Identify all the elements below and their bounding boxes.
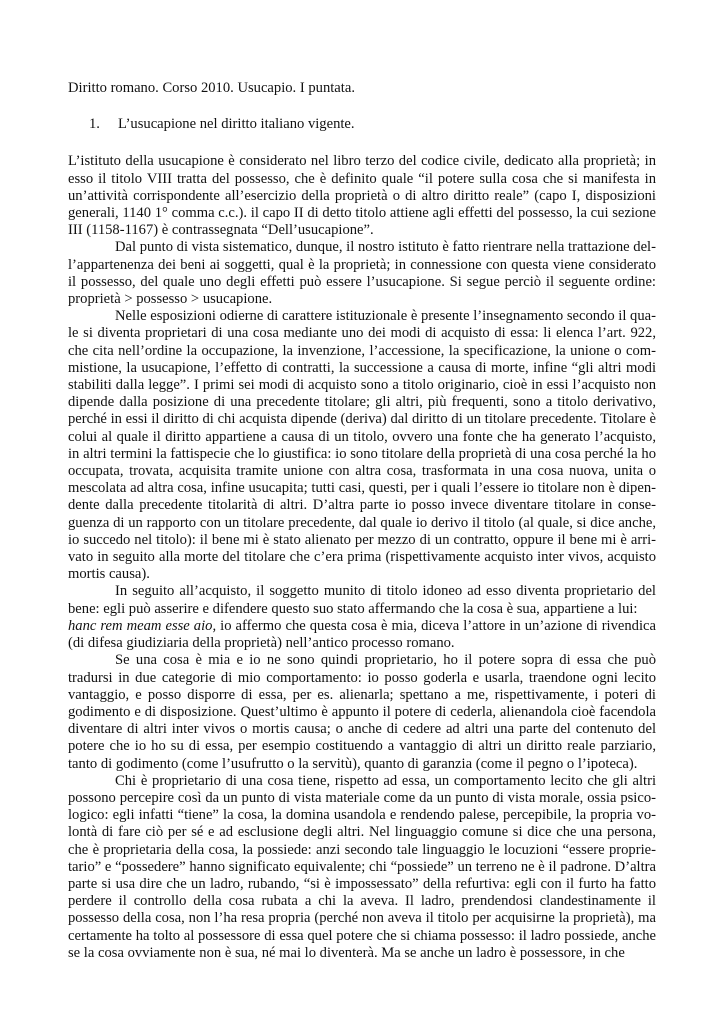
paragraph-3: Nelle esposizioni odierne di carattere istituzionale è presente l’insegnamento secondo il quale si diventa proprietari di una cosa mediante uno dei modi di acquisto di essa: li elenca l’art. 922, che cita nell’ordine la occupazione, la invenzione, l’accessione, la specificazione, la unione o commistione, la usucapione, l’effetto di contratti, la successione a causa di morte, infine “gli altri modi stabiliti dalla legge”. I primi sei modi di acquisto sono a titolo originario, cioè in essi l’acquisto non dipende dalla posizione di una precedente titolare; gli altri, più frequenti, sono a titolo derivativo, perché in essi il diritto di chi acquista dipende (deriva) dal diritto di un titolare precedente. Titolare è colui al quale il diritto appartiene a causa di un titolo, ovvero una fonte che ha generato l’acquisto, in altri termini la fattispecie che lo giustifica: io sono titolare della proprietà di una cosa perché la ho occupata, trovata, acquisita tramite unione con altra cosa, trasformata in una cosa nuova, unita o mescolata ad altra cosa, infine usucapita; tutti casi, questi, per i quali l’essere io titolare non è dipendente dalla precedente titolarità di altri. D’altra parte io posso invece diventare titolare in conseguenza di un rapporto con un titolare precedente, dal quale io derivo il titolo (al quale, si dice anche, io succedo nel titolo): il bene mi è stato alienato per mezzo di un contratto, oppure il bene mi è arrivato in seguito alla morte del titolare che c’era prima (rispettivamente acquisto inter vivos, acquisto mortis causa). <box>68 308 657 583</box>
section-number: 1. <box>89 116 100 133</box>
paragraph-4 <box>68 583 656 652</box>
section-heading <box>68 116 656 133</box>
document-page <box>68 80 656 962</box>
paragraph-6: Chi è proprietario di una cosa tiene, rispetto ad essa, un comportamento lecito che gli altri possono percepire così da un punto di vista materiale come da un punto di vista morale, ossia psicologico: egli infatti “tiene” la cosa, la domina usandola e rendendo palese, percepibile, la propria volontà di fare ciò per sé e ad esclusione degli altri. Nel linguaggio comune si dice che una persona, che è proprietaria della cosa, la possiede: anzi secondo tale linguaggio le locuzioni “essere proprietario” e “possedere” hanno significato equivalente; chi “possiede” un terreno ne è il padrone. D’altra parte si usa dire che un ladro, rubando, “si è impossessato” della refurtiva: egli con il furto ha fatto perdere il controllo della cosa rubata a chi la aveva. Il ladro, prendendosi clandestinamente il possesso della cosa, non l’ha resa propria (perché non aveva il titolo per acquisirne la proprietà), ma certamente ha tolto al possessore di essa quel potere che si chiama possesso: il ladro possiede, anche se la cosa ovviamente non è sua, né mai lo diventerà. Ma se anche un ladro è possessore, in che <box>68 772 656 961</box>
latin-phrase: hanc rem meam esse aio, <box>68 617 217 634</box>
paragraph-1: L’istituto della usucapione è considerato nel libro terzo del codice civile, dedicato alla proprietà; in esso il titolo VIII tratta del possesso, che è definito quale “il potere sulla cosa che si manifesta in un’attività corrispondente all’esercizio della proprietà o di altro diritto reale” (capo I, disposizioni generali, 1140 1° comma c.c.). il capo II di detto titolo attiene agli effetti del possesso, la cui sezione III (1158-1167) è contrassegnata “Dell’usucapione”. <box>68 153 656 239</box>
paragraph-4-rest: io affermo che questa cosa è mia, diceva l’attore in un’azione di rivendica (di difesa giudiziaria della proprietà) nell’antico processo romano. <box>68 617 656 652</box>
paragraph-4-text: In seguito all’acquisto, il soggetto munito di titolo idoneo ad esso diventa proprietario del bene: egli può asserire e difendere questo suo stato affermando che la cosa è sua, appartiene a lui: <box>68 583 656 617</box>
paragraph-2: Dal punto di vista sistematico, dunque, il nostro istituto è fatto rientrare nella trattazione dell’appartenenza dei beni ai soggetti, qual è la proprietà; in connessione con questa viene considerato il possesso, del quale uno degli effetti può essere l’usucapione. Si segue perciò il seguente ordine: proprietà > possesso > usucapione. <box>68 239 656 308</box>
section-heading-text: L’usucapione nel diritto italiano vigente. <box>118 116 355 133</box>
document-title: Diritto romano. Corso 2010. Usucapio. I puntata. <box>68 80 355 96</box>
paragraph-5: Se una cosa è mia e io ne sono quindi proprietario, ho il potere sopra di essa che può tradursi in due categorie di mio comportamento: io posso goderla e usarla, traendone ogni lecito vantaggio, e posso disporre di essa, per es. alienarla; spettano a me, rispettivamente, i poteri di godimento e di disposizione. Quest’ultimo è appunto il potere di cederla, alienandola cioè facendola diventare di altri inter vivos o mortis causa; o anche di cedere ad altri una parte del contenuto del potere che io ho su di essa, per esempio costituendo a vantaggio di altri un diritto reale parziario, tanto di godimento (come l’usufrutto o la servitù), quanto di garanzia (come il pegno o l’ipoteca). <box>68 652 656 772</box>
